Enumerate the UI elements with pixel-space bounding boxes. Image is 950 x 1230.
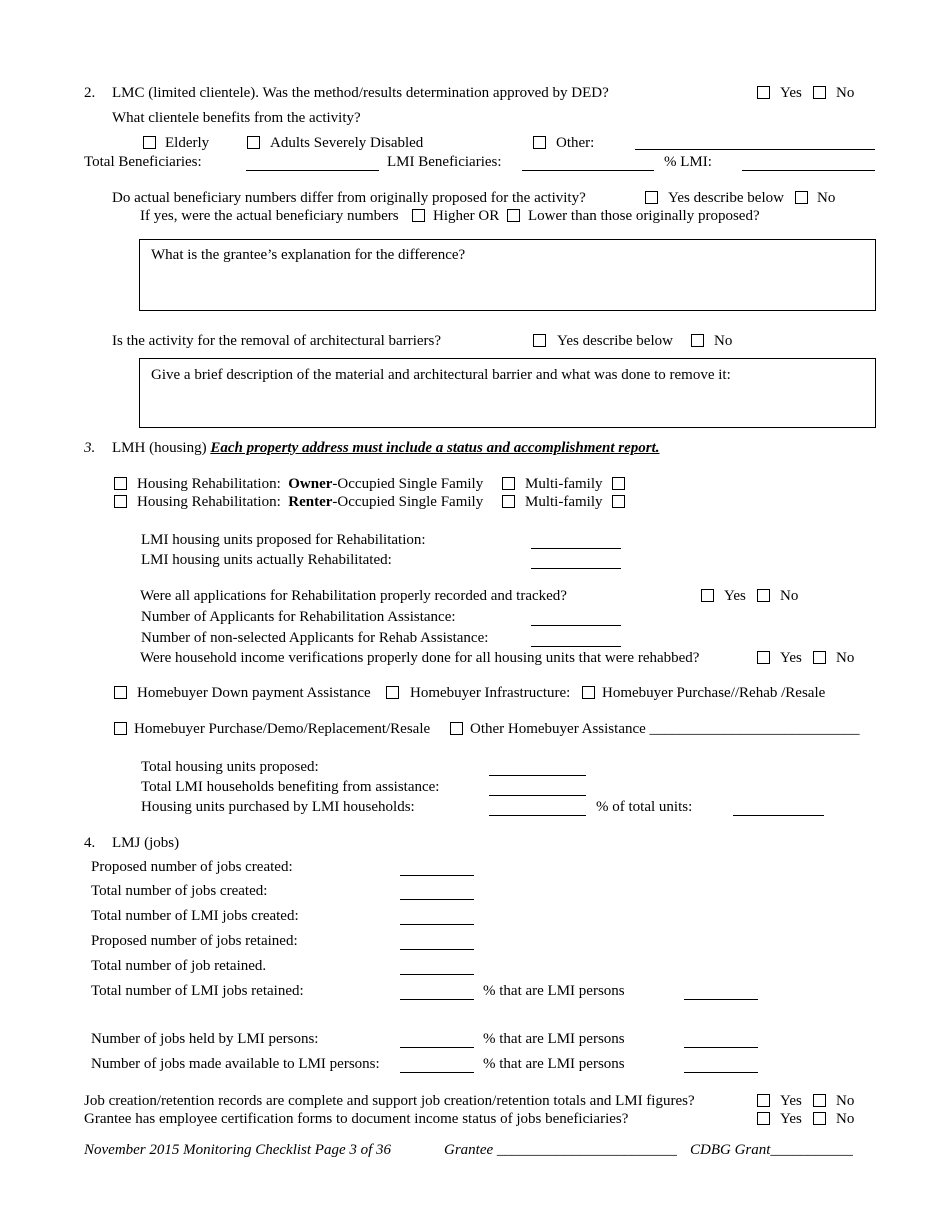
num-applicants-field[interactable] — [531, 625, 621, 626]
lmh-title-text: LMH (housing) — [112, 440, 207, 456]
higher-label: Higher OR — [433, 208, 500, 224]
total-lmi-hh-field[interactable] — [489, 795, 586, 796]
renter-multifamily-label: Multi-family — [525, 494, 603, 510]
lmc-yes-checkbox[interactable] — [757, 86, 770, 99]
apps-tracked-yes-checkbox[interactable] — [701, 589, 714, 602]
renter-rehab-checkbox[interactable] — [114, 495, 127, 508]
available-pct-lmi-label: % that are LMI persons — [483, 1056, 625, 1072]
owner-word: Owner — [288, 476, 333, 492]
clientele-question: What clientele benefits from the activity? — [112, 110, 361, 126]
hb-infra-checkbox[interactable] — [386, 686, 399, 699]
hb-purchase-label: Homebuyer Purchase//Rehab /Resale — [602, 685, 826, 701]
owner-rehab-checkbox[interactable] — [114, 477, 127, 490]
jobs-held-label: Number of jobs held by LMI persons: — [91, 1031, 319, 1047]
arch-yes-checkbox[interactable] — [533, 334, 546, 347]
hb-down-label: Homebuyer Down payment Assistance — [137, 685, 371, 701]
units-purchased-label: Housing units purchased by LMI households: — [141, 799, 415, 815]
hb-down-checkbox[interactable] — [114, 686, 127, 699]
lmh-title-note: Each property address must include a status and accomplishment report. — [210, 440, 660, 456]
elderly-checkbox[interactable] — [143, 136, 156, 149]
arch-no-label: No — [714, 333, 733, 349]
apps-tracked-yes-label: Yes — [724, 588, 746, 604]
footer-page-info: November 2015 Monitoring Checklist Page 3 of 36 — [84, 1142, 392, 1158]
lmc-yes-label: Yes — [780, 85, 802, 101]
held-pct-lmi-field[interactable] — [684, 1047, 758, 1048]
num-nonselected-field[interactable] — [531, 646, 621, 647]
hb-other-label: Other Homebuyer Assistance ____________________________ — [470, 721, 860, 737]
total-jobs-created-label: Total number of jobs created: — [91, 883, 268, 899]
records-question: Job creation/retention records are complete and support job creation/retention totals and LMI figures? — [84, 1093, 695, 1109]
apps-tracked-no-label: No — [780, 588, 799, 604]
units-rehabbed-field[interactable] — [531, 568, 621, 569]
arch-no-checkbox[interactable] — [691, 334, 704, 347]
income-verif-yes-label: Yes — [780, 650, 802, 666]
hb-infra-label: Homebuyer Infrastructure: — [410, 685, 571, 701]
arch-barriers-question: Is the activity for the removal of architectural barriers? — [112, 333, 442, 349]
certification-question: Grantee has employee certification forms to document income status of jobs beneficiaries? — [84, 1111, 629, 1127]
other-clientele-label: Other: — [556, 135, 595, 151]
total-lmi-jobs-retained-label: Total number of LMI jobs retained: — [91, 983, 304, 999]
pct-lmi-field[interactable] — [742, 170, 875, 171]
units-proposed-field[interactable] — [531, 548, 621, 549]
owner-multifamily-checkbox[interactable] — [612, 477, 625, 490]
certification-no-checkbox[interactable] — [813, 1112, 826, 1125]
renter-word: Renter — [288, 494, 333, 510]
owner-sf-checkbox[interactable] — [502, 477, 515, 490]
income-verif-question: Were household income verifications properly done for all housing units that were rehabbed? — [140, 650, 700, 666]
lmc-no-label: No — [836, 85, 855, 101]
retained-pct-lmi-field[interactable] — [684, 999, 758, 1000]
available-pct-lmi-field[interactable] — [684, 1072, 758, 1073]
proposed-jobs-retained-label: Proposed number of jobs retained: — [91, 933, 298, 949]
lmh-title — [112, 439, 660, 457]
lmi-beneficiaries-field[interactable] — [522, 170, 654, 171]
lmi-beneficiaries-label: LMI Beneficiaries: — [387, 154, 502, 170]
section-4-number: 4. — [84, 835, 96, 851]
proposed-jobs-created-label: Proposed number of jobs created: — [91, 859, 293, 875]
lmj-title: LMJ (jobs) — [112, 835, 180, 851]
retained-pct-lmi-label: % that are LMI persons — [483, 983, 625, 999]
pct-total-units-label: % of total units: — [596, 799, 693, 815]
renter-occupied-sf: -Occupied Single Family — [332, 494, 484, 510]
pct-lmi-label: % LMI: — [664, 154, 712, 170]
num-nonselected-label: Number of non-selected Applicants for Rehab Assistance: — [141, 630, 489, 646]
income-verif-yes-checkbox[interactable] — [757, 651, 770, 664]
footer-cdbg-grant: CDBG Grant___________ — [690, 1142, 853, 1158]
records-yes-checkbox[interactable] — [757, 1094, 770, 1107]
hb-demo-label: Homebuyer Purchase/Demo/Replacement/Resale — [134, 721, 431, 737]
lmc-no-checkbox[interactable] — [813, 86, 826, 99]
proposed-jobs-created-field[interactable] — [400, 875, 474, 876]
renter-rehab-prefix: Housing Rehabilitation: — [137, 494, 281, 510]
differ-no-checkbox[interactable] — [795, 191, 808, 204]
ifyes-prefix: If yes, were the actual beneficiary numbers — [140, 208, 399, 224]
higher-checkbox[interactable] — [412, 209, 425, 222]
units-proposed-label: LMI housing units proposed for Rehabilitation: — [141, 532, 426, 548]
proposed-jobs-retained-field[interactable] — [400, 949, 474, 950]
units-rehabbed-label: LMI housing units actually Rehabilitated: — [141, 552, 392, 568]
total-jobs-retained-label: Total number of job retained. — [91, 958, 267, 974]
total-beneficiaries-label: Total Beneficiaries: — [84, 154, 202, 170]
owner-rehab-prefix: Housing Rehabilitation: — [137, 476, 281, 492]
explanation-prompt: What is the grantee’s explanation for the difference? — [151, 247, 466, 263]
hb-purchase-checkbox[interactable] — [582, 686, 595, 699]
arch-yes-label: Yes describe below — [557, 333, 673, 349]
lower-checkbox[interactable] — [507, 209, 520, 222]
total-units-field[interactable] — [489, 775, 586, 776]
elderly-label: Elderly — [165, 135, 210, 151]
certification-yes-checkbox[interactable] — [757, 1112, 770, 1125]
num-applicants-label: Number of Applicants for Rehabilitation Assistance: — [141, 609, 456, 625]
jobs-held-field[interactable] — [400, 1047, 474, 1048]
total-jobs-created-field[interactable] — [400, 899, 474, 900]
owner-rehab-label — [137, 475, 483, 493]
total-beneficiaries-field[interactable] — [246, 170, 379, 171]
owner-multifamily-label: Multi-family — [525, 476, 603, 492]
pct-total-units-field[interactable] — [733, 815, 824, 816]
renter-multifamily-checkbox[interactable] — [612, 495, 625, 508]
records-yes-label: Yes — [780, 1093, 802, 1109]
explanation-box[interactable] — [139, 239, 876, 311]
owner-occupied-sf: -Occupied Single Family — [332, 476, 484, 492]
total-jobs-retained-field[interactable] — [400, 974, 474, 975]
other-clientele-checkbox[interactable] — [533, 136, 546, 149]
total-lmi-jobs-retained-field[interactable] — [400, 999, 474, 1000]
jobs-available-field[interactable] — [400, 1072, 474, 1073]
total-lmi-jobs-created-field[interactable] — [400, 924, 474, 925]
lower-label: Lower than those originally proposed? — [528, 208, 760, 224]
renter-rehab-label — [137, 493, 483, 511]
hb-other-checkbox[interactable] — [450, 722, 463, 735]
jobs-available-label: Number of jobs made available to LMI persons: — [91, 1056, 380, 1072]
apps-tracked-question: Were all applications for Rehabilitation properly recorded and tracked? — [140, 588, 567, 604]
differ-yes-checkbox[interactable] — [645, 191, 658, 204]
section-3-number: 3. — [84, 440, 96, 456]
income-verif-no-label: No — [836, 650, 855, 666]
total-lmi-hh-label: Total LMI households benefiting from assistance: — [141, 779, 440, 795]
total-units-label: Total housing units proposed: — [141, 759, 319, 775]
differ-yes-label: Yes describe below — [668, 190, 784, 206]
renter-sf-checkbox[interactable] — [502, 495, 515, 508]
barrier-description-prompt: Give a brief description of the material and architectural barrier and what was done to remove it: — [151, 367, 731, 383]
units-purchased-field[interactable] — [489, 815, 586, 816]
footer-grantee: Grantee ________________________ — [444, 1142, 677, 1158]
adults-disabled-label: Adults Severely Disabled — [270, 135, 424, 151]
differ-question: Do actual beneficiary numbers differ from originally proposed for the activity? — [112, 190, 586, 206]
hb-demo-checkbox[interactable] — [114, 722, 127, 735]
records-no-label: No — [836, 1093, 855, 1109]
certification-yes-label: Yes — [780, 1111, 802, 1127]
other-clientele-field[interactable] — [635, 149, 875, 150]
barrier-description-box[interactable] — [139, 358, 876, 428]
section-2-number: 2. — [84, 85, 96, 101]
held-pct-lmi-label: % that are LMI persons — [483, 1031, 625, 1047]
total-lmi-jobs-created-label: Total number of LMI jobs created: — [91, 908, 299, 924]
income-verif-no-checkbox[interactable] — [813, 651, 826, 664]
differ-no-label: No — [817, 190, 836, 206]
adults-disabled-checkbox[interactable] — [247, 136, 260, 149]
apps-tracked-no-checkbox[interactable] — [757, 589, 770, 602]
certification-no-label: No — [836, 1111, 855, 1127]
lmc-question: LMC (limited clientele). Was the method/results determination approved by DED? — [112, 85, 609, 101]
records-no-checkbox[interactable] — [813, 1094, 826, 1107]
